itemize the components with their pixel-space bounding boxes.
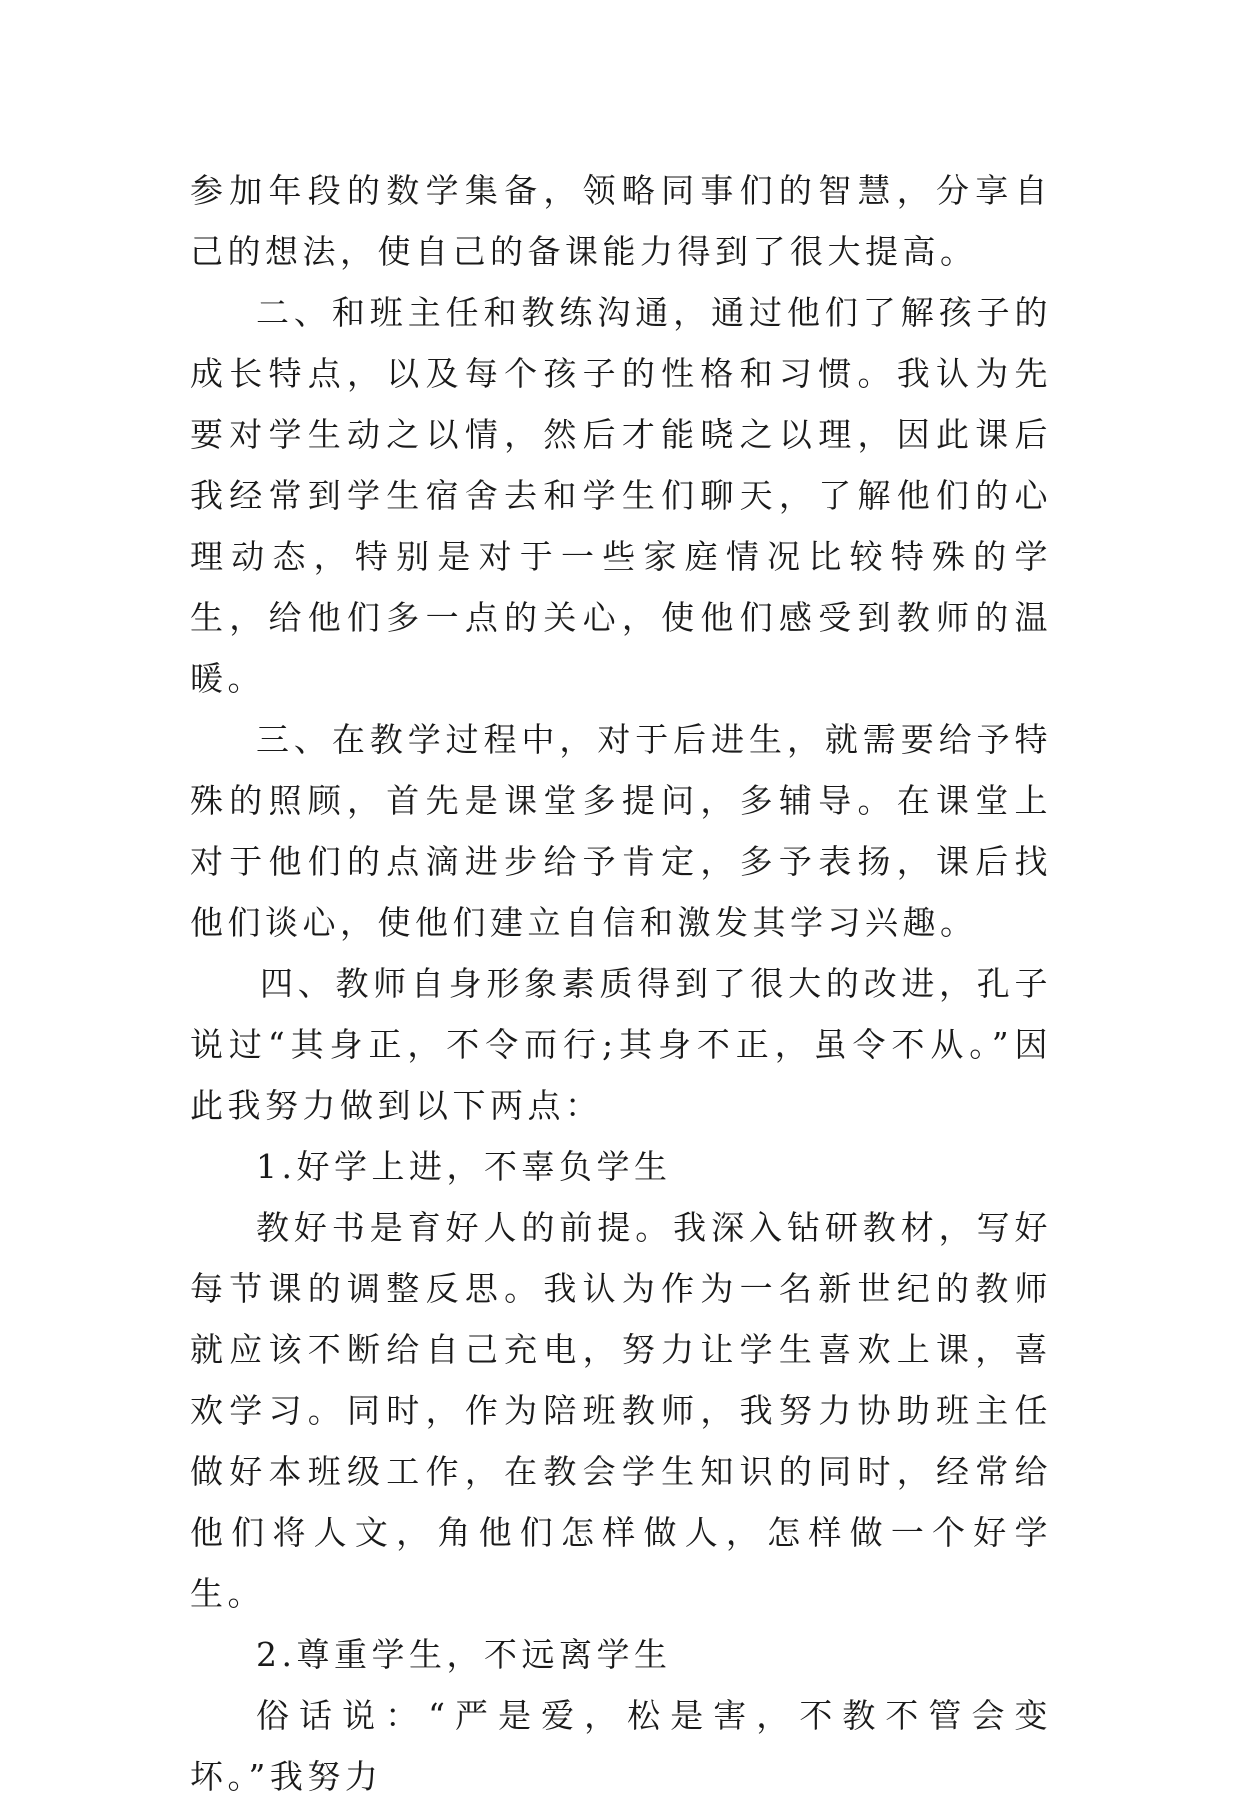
subheading-point-2: 2.尊重学生，不远离学生 <box>256 1635 672 1674</box>
body-text <box>190 160 1052 1807</box>
paragraph-teacher-image: 四、教师自身形象素质得到了很大的改进，孔子说过“其身正，不令而行;其身不正，虽令不从。”因此我努力做到以下两点： <box>190 964 1052 1125</box>
paragraph-continuation: 参加年段的数学集备，领略同事们的智慧，分享自己的想法，使自己的备课能力得到了很大提高。 <box>190 171 1052 271</box>
paragraph-communication: 二、和班主任和教练沟通，通过他们了解孩子的成长特点，以及每个孩子的性格和习惯。我认为先要对学生动之以情，然后才能晓之以理，因此课后我经常到学生宿舍去和学生们聊天，了解他们的心理动态，特别是对于一些家庭情况比较特殊的学生，给他们多一点的关心，使他们感受到教师的温暖。 <box>190 293 1052 698</box>
paragraph-point-1-body: 教好书是育好人的前提。我深入钻研教材，写好每节课的调整反思。我认为作为一名新世纪的教师就应该不断给自己充电，努力让学生喜欢上课，喜欢学习。同时，作为陪班教师，我努力协助班主任做好本班级工作，在教会学生知识的同时，经常给他们将人文，角他们怎样做人，怎样做一个好学生。 <box>190 1208 1052 1613</box>
paragraph-struggling-students: 三、在教学过程中，对于后进生，就需要给予特殊的照顾，首先是课堂多提问，多辅导。在课堂上对于他们的点滴进步给予肯定，多予表扬，课后找他们谈心，使他们建立自信和激发其学习兴趣。 <box>190 720 1052 942</box>
paragraph-point-2-body: 俗话说：“严是爱，松是害，不教不管会变坏。”我努力 <box>190 1696 1052 1796</box>
subheading-point-1: 1.好学上进，不辜负学生 <box>256 1147 672 1186</box>
